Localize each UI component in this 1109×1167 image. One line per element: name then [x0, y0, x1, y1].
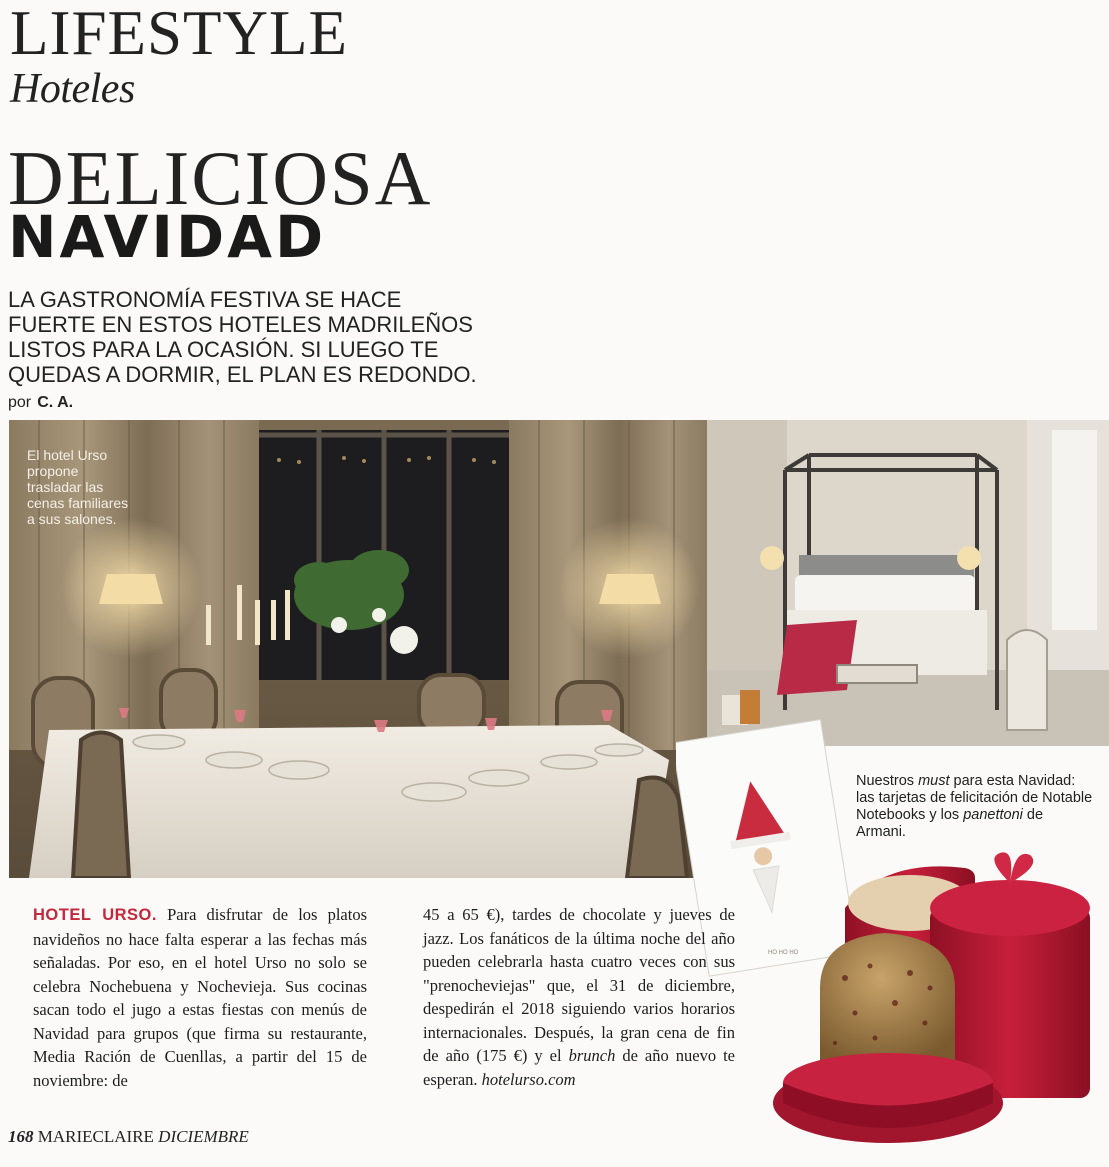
section-title: LIFESTYLE	[10, 0, 348, 68]
headline-line-1: DELICIOSA	[8, 135, 433, 221]
dining-photo-caption: El hotel Urso propone trasladar las cenas familiares a sus salones.	[27, 447, 129, 527]
page-number: 168	[8, 1127, 34, 1146]
article-dek	[8, 287, 488, 415]
byline: C. A.	[37, 394, 74, 411]
hotel-url: hotelurso.com	[481, 1069, 576, 1089]
bedroom-photo	[707, 420, 1109, 746]
issue-month: DICIEMBRE	[158, 1127, 249, 1146]
card-tiny-text: HO HO HO	[768, 950, 799, 956]
byline-prefix: por	[8, 394, 32, 411]
article-lead-in: HOTEL URSO.	[33, 906, 157, 924]
panettone-photo	[760, 848, 1100, 1150]
must-caption-part-3: de Armani.	[856, 807, 1044, 840]
brunch-word: brunch	[568, 1046, 616, 1065]
section-subtitle: Hoteles	[10, 66, 135, 112]
must-caption-part-2: para esta Navidad: las tarjetas de felicitación de Notable Notebooks y los	[856, 773, 1093, 823]
dek-text: LA GASTRONOMÍA FESTIVA SE HACE FUERTE EN ESTOS HOTELES MADRILEÑOS LISTOS PARA LA OCASIÓN. SI LUEGO TE QUEDAS A DORMIR, EL PLAN ES REDONDO.	[8, 287, 477, 387]
must-caption-italic-1: must	[918, 773, 950, 789]
article-column-2-text-a: 45 a 65 €), tardes de chocolate y jueves de jazz. Los fanáticos de la última noche del año pueden celebrarla hasta cuatro veces con sus "prenocheviejas" que, el 31 de diciembre, despedirán el 2018 siguiendo varios horarios internacionales. Después, la gran cena de fin de año (175 €) y el	[423, 905, 735, 1065]
headline-line-2: NAVIDAD	[8, 203, 327, 271]
must-caption-part-1: Nuestros	[856, 773, 919, 789]
article-column-1	[33, 903, 367, 1092]
article-column-1-text: Para disfrutar de los platos navideños no hace falta esperar a las fechas más señaladas. Por eso, en el hotel Urso no solo se celebra Nochebuena y Nochevieja. Sus cocinas sacan todo el jugo a estas fiestas con menús de Navidad para grupos (que firma su restaurante, Media Ración de Cuenllas, a partir del 15 de noviembre: de	[33, 905, 367, 1090]
magazine-name: MARIECLAIRE	[37, 1127, 154, 1146]
article-column-2-text-b: de año nuevo te esperan.	[423, 1046, 735, 1089]
article-column-2	[423, 903, 735, 1091]
must-caption	[856, 773, 1096, 841]
must-caption-italic-2: panettoni	[963, 807, 1023, 823]
page-folio	[8, 1127, 249, 1147]
